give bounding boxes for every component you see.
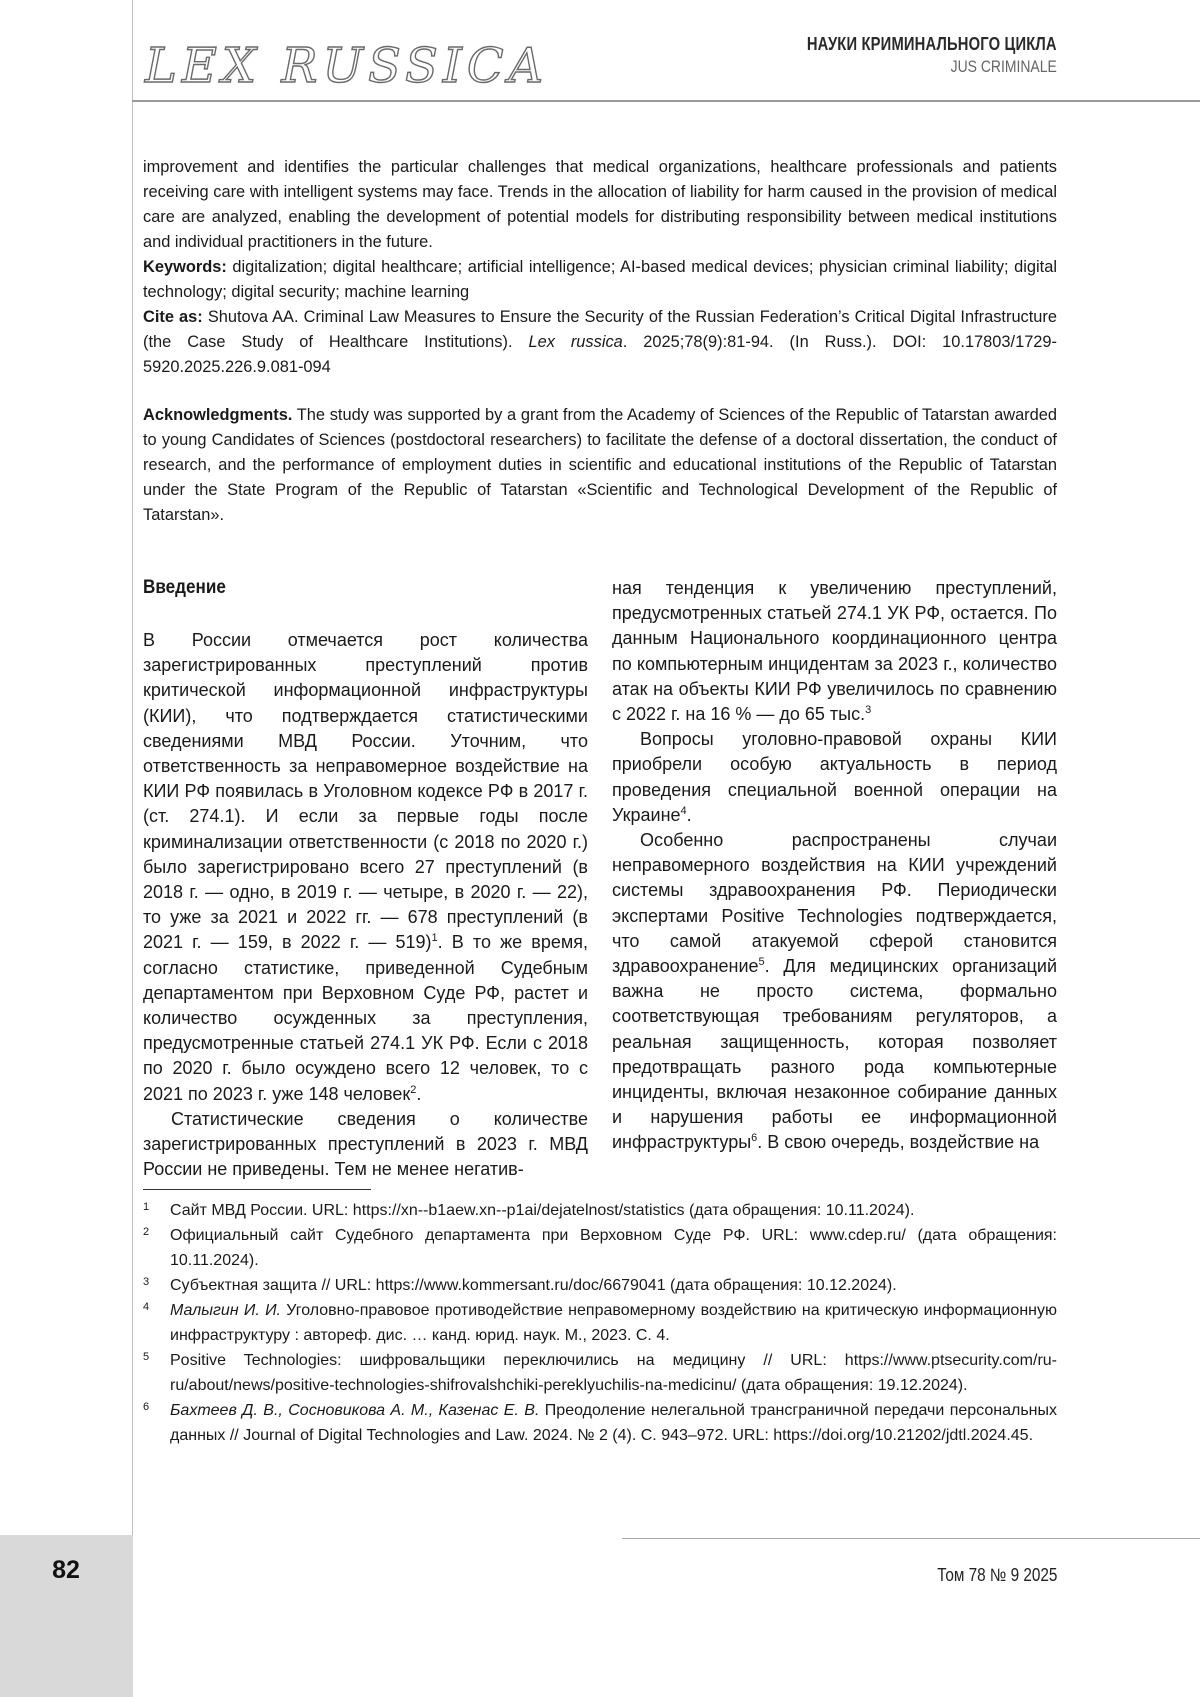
keywords-line bbox=[143, 255, 1057, 305]
footnote-ref[interactable]: 5 bbox=[758, 956, 765, 969]
keywords-label: Keywords: bbox=[143, 258, 227, 276]
cite-line bbox=[143, 305, 1057, 380]
body-column-right bbox=[612, 576, 1057, 1156]
section-heading: Введение bbox=[143, 577, 226, 598]
sidebar-top bbox=[0, 0, 133, 1535]
paragraph: ная тенденция к увеличению преступлений, предусмотренных статьей 274.1 УК РФ, остается. По данным Национального координационного центра по компьютерным инцидентам за 2023 г., количество атак на объекты КИИ РФ увеличилось по сравнению с 2022 г. на 16 % — до 65 тыс.$^3$ bbox=[612, 578, 1057, 725]
section-subtitle: JUS CRIMINALE bbox=[950, 57, 1057, 76]
footnote: 1 Сайт МВД России. URL: https://xn--b1aew.xn--p1ai/dejatelnost/statistics (дата обращения: 10.11.2024). bbox=[143, 1201, 915, 1219]
issue-info: Том 78 № 9 2025 bbox=[936, 1565, 1057, 1585]
cite-journal: Lex russica bbox=[528, 333, 623, 351]
abstract-block bbox=[143, 155, 1057, 380]
footnote: 2 Официальный сайт Судебного департамента при Верховном Суде РФ. URL: www.cdep.ru/ (дата обращения: 10.11.2024). bbox=[143, 1226, 1057, 1269]
journal-logo: LEX RUSSICA bbox=[145, 38, 549, 94]
section-title: НАУКИ КРИМИНАЛЬНОГО ЦИКЛА bbox=[807, 34, 1057, 54]
footer-divider bbox=[622, 1538, 1200, 1539]
footnote: 6 Бахтеев Д. В., Сосновикова А. М., Казенас Е. В. Преодоление нелегальной трансграничной передачи персональных данных // Journal of Digital Technologies and Law. 2024. № 2 (4). С. 943–972. URL: https://doi.org/10.21202/jdtl.2024.45. bbox=[143, 1401, 1058, 1444]
footnote-ref[interactable]: 4 bbox=[680, 804, 687, 817]
cite-text: Shutova AA. Criminal Law Measures to Ensure the Security of the Russian Federation’s Critical Digital Infrastructure (the Case Study of Healthcare Institutions). bbox=[143, 308, 1057, 351]
ack-text: The study was supported by a grant from the Academy of Sciences of the Republic of Tatarstan awarded to young Candidates of Sciences (postdoctoral researchers) to facilitate the defense of a doctoral dissertation, the conduct of research, and the performance of employment duties in scientific and educational institutions of the Republic of Tatarstan under the State Program of the Republic of Tatarstan «Scientific and Technological Development of the Republic of Tatarstan». bbox=[143, 406, 1057, 524]
acknowledgments-block bbox=[143, 403, 1057, 528]
footnote: 3 Субъектная защита // URL: https://www.kommersant.ru/doc/6679041 (дата обращения: 10.12.2024). bbox=[143, 1276, 897, 1294]
paragraph: В России отмечается рост количества зарегистрированных преступлений против критической информационной инфраструктуры (КИИ), что подтверждается статистическими сведениями МВД России. Уточним, что ответственность за неправомерное воздействие на КИИ РФ появилась в Уголовном кодексе РФ в 2017 г. (ст. 274.1). И если за первые годы после криминализации ответственности (с 2018 по 2020 г.) было зарегистрировано всего 27 преступлений (в 2018 г. — одно, в 2019 г. — четыре, в 2020 г. — 22), то уже за 2021 и 2022 гг. — 678 преступлений (в 2021 г. — 159, в 2022 г. — 519)$^1$. В то же время, согласно статистике, приведенной Судебным департаментом при Верховном Суде РФ, растет и количество осужденных за преступления, предусмотренные статьей 274.1 УК РФ. Если с 2018 по 2020 г. было осуждено всего 12 человек, то с 2021 по 2023 г. уже 148 человек$^2$. bbox=[143, 630, 588, 1104]
cite-tail: . 2025;78(9):81-94. (In Russ.). DOI: 10.17803/1729-5920.2025.226.9.081-094 bbox=[143, 333, 1057, 376]
footnote-ref[interactable]: 6 bbox=[751, 1132, 758, 1145]
header-divider bbox=[132, 100, 1200, 102]
paragraph: Вопросы уголовно-правовой охраны КИИ приобрели особую актуальность в период проведения специальной военной операции на Украине$^4$. bbox=[612, 729, 1057, 825]
footnotes bbox=[143, 1198, 1057, 1448]
footnote: 4 Малыгин И. И. Уголовно-правовое противодействие неправомерному воздействию на критическую информационную инфраструктуру : автореф. дис. … канд. юрид. наук. М., 2023. С. 4. bbox=[143, 1301, 1057, 1344]
footnote-ref[interactable]: 2 bbox=[410, 1083, 417, 1096]
paragraph: Статистические сведения о количестве зарегистрированных преступлений в 2023 г. МВД России не приведены. Тем не менее негатив- bbox=[143, 1108, 588, 1180]
footnote-ref[interactable]: 3 bbox=[865, 704, 872, 717]
cite-label: Cite as: bbox=[143, 308, 203, 326]
page-margin-sidebar bbox=[0, 0, 132, 1697]
running-header bbox=[752, 34, 1057, 77]
footnote: 5 Positive Technologies: шифровальщики переключились на медицину // URL: https://www.ptsecurity.com/ru-ru/about/news/positive-technologies-shifrovalshchiki-pereklyuchilis-na-medicinu/ (дата обращения: 19.12.2024). bbox=[143, 1351, 1057, 1394]
footnote-ref[interactable]: 1 bbox=[431, 932, 438, 945]
ack-label: Acknowledgments. bbox=[143, 406, 293, 424]
page-number: 82 bbox=[52, 1556, 80, 1584]
paragraph: Особенно распространены случаи неправомерного воздействия на КИИ учреждений системы здравоохранения РФ. Периодически экспертами Positive Technologies подтверждается, что самой атакуемой сферой становится здравоохранение$^5$. Для медицинских организаций важна не просто система, формально соответствующая требованиям регуляторов, а реальная защищенность, которая позволяет предотвращать разного рода компьютерные инциденты, включая незаконное собирание данных и нарушения работы ее информационной инфраструктуры$^6$. В свою очередь, воздействие на bbox=[612, 830, 1057, 1153]
keywords-text: digitalization; digital healthcare; artificial intelligence; AI-based medical devices; physician criminal liability; digital technology; digital security; machine learning bbox=[143, 258, 1057, 301]
body-column-left bbox=[143, 628, 588, 1182]
abstract-text: improvement and identifies the particular challenges that medical organizations, healthcare professionals and patients receiving care with intelligent systems may face. Trends in the allocation of liability for harm caused in the provision of medical care are analyzed, enabling the development of potential models for distributing responsibility between medical institutions and individual practitioners in the future. bbox=[143, 158, 1057, 251]
footnote-divider bbox=[143, 1189, 371, 1190]
